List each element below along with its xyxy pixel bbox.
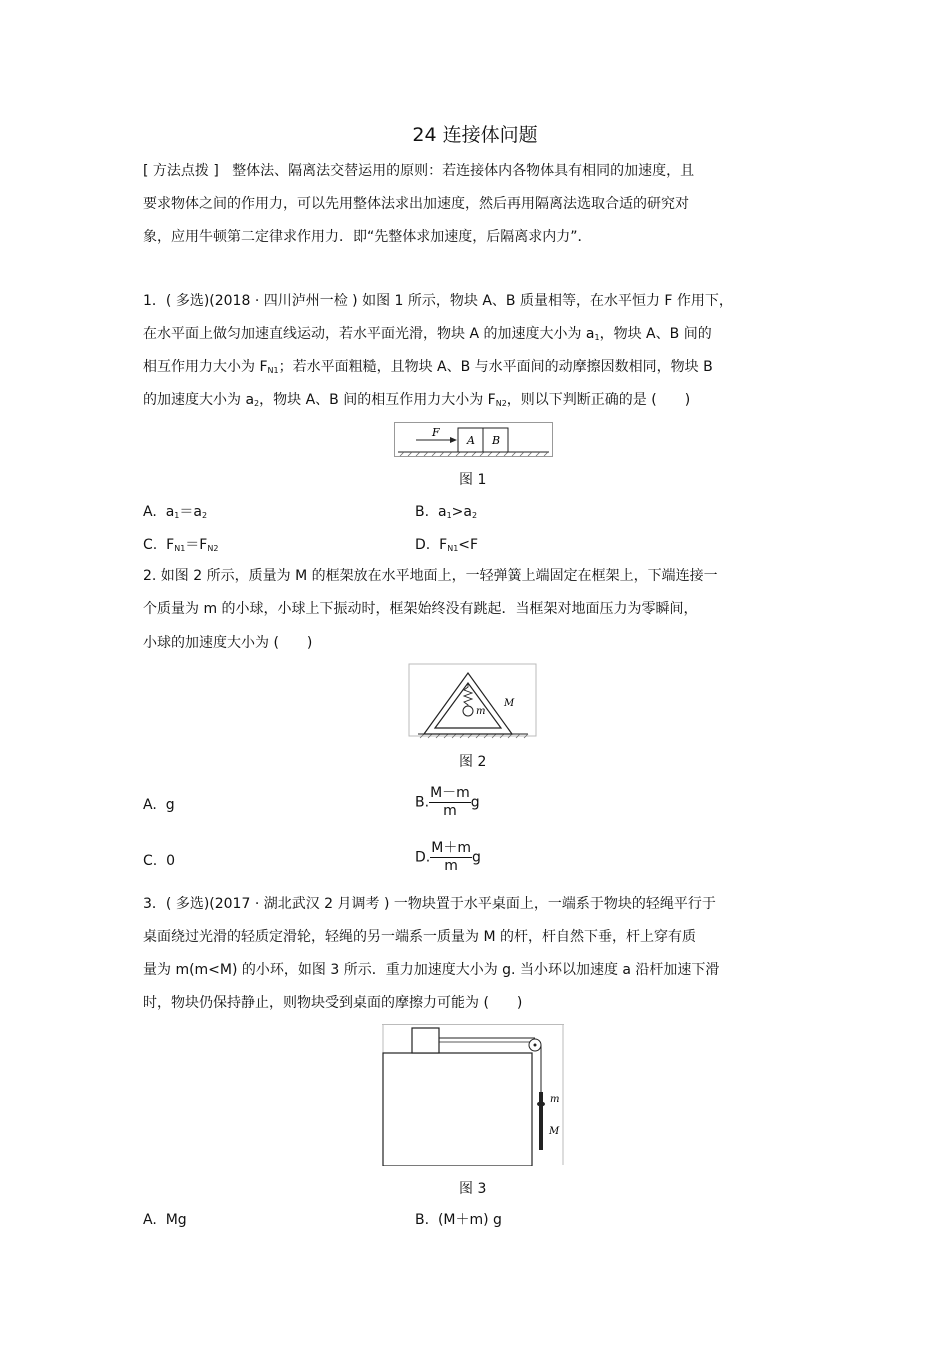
option-letter: A. [143,797,157,813]
option-text: ＝F [185,537,208,553]
fraction-numerator: M＋m [431,840,471,856]
table [383,1053,532,1166]
q2-line-1: 2. 如图 2 所示，质量为 M 的框架放在水平地面上，一轻弹簧上端固定在框架上，下端连接一 [143,568,718,584]
q1-line-4-c: ，则以下判断正确的是 ( ) [506,392,691,408]
ring [537,1102,545,1107]
method-line-1 [143,162,694,180]
option-letter: D. [415,537,431,553]
figure-1-caption: 图 1 [459,472,487,488]
option-text: F [166,537,175,553]
figure-3 [382,1024,566,1166]
q1-line-2-sub: 1 [594,333,600,342]
option-text: >a [451,504,472,520]
option-letter: C. [143,853,158,869]
q1-line-3-b: ；若水平面粗糙，且物块 A、B 与水平面间的动摩擦因数相同，物块 B [278,359,713,375]
q2-line-2: 个质量为 m 的小球，小球上下振动时，框架始终没有跳起．当框架对地面压力为零瞬间， [143,601,698,617]
q1-option-c [143,536,218,558]
q1-line-3 [143,358,713,380]
method-text-1: 整体法、隔离法交替运用的原则：若连接体内各物体具有相同的加速度，且 [232,163,695,179]
q1-line-1: 1．( 多选)(2018 · 四川泸州一检 ) 如图 1 所示，物块 A、B 质量相等，在水平恒力 F 作用下， [143,293,733,309]
q3-option-b [415,1211,502,1229]
page-title: 24 连接体问题 [412,124,538,146]
q3-line-3: 量为 m(m<M) 的小环，如图 3 所示．重力加速度大小为 g. 当小环以加速度 a 沿杆加速下滑 [143,962,720,978]
label-m: m [550,1094,560,1105]
label-a: A [467,434,475,447]
fraction-numerator: M－m [430,785,470,801]
option-text: <F [458,537,479,553]
q1-line-4 [143,391,690,413]
label-b: B [492,434,501,447]
option-letter: B. [415,504,430,520]
option-sub: N2 [207,544,219,553]
figure-3-caption: 图 3 [459,1181,487,1197]
q1-option-b [415,503,477,525]
fraction-denominator: m [443,803,457,819]
option-letter: A. [143,1212,157,1228]
q2-option-b [415,785,480,820]
option-text: Mg [165,1212,187,1228]
option-letter: B. [415,794,430,811]
option-text: F [439,537,448,553]
q1-line-2 [143,325,712,347]
q1-option-a [143,503,207,525]
option-sub: 1 [174,511,180,520]
option-text: g [471,849,481,866]
rod [539,1092,543,1150]
figure-2-caption: 图 2 [459,754,487,770]
q2-option-d [415,840,481,875]
figure-1 [394,422,554,458]
option-text: g [165,797,175,813]
option-text: 0 [166,853,176,869]
option-text: a [437,504,447,520]
label-big-m: M [504,698,515,709]
label-f: F [432,426,440,439]
label-m: m [476,706,486,717]
method-line-3: 象，应用牛顿第二定律求作用力．即“先整体求加速度，后隔离求内力”． [143,229,592,245]
ball [463,706,473,716]
q1-option-d [415,536,478,558]
q2-option-a [143,796,175,814]
q3-line-4: 时，物块仍保持静止，则物块受到桌面的摩擦力可能为 ( ) [143,995,523,1011]
figure-2 [408,663,538,739]
label-big-m: M [549,1126,560,1137]
fraction [430,840,472,875]
option-sub: 1 [446,511,452,520]
q2-option-c [143,852,175,870]
option-sub: N1 [447,544,459,553]
option-text: a [165,504,175,520]
option-letter: C. [143,537,158,553]
option-letter: B. [415,1212,430,1228]
option-text: g [470,794,480,811]
option-sub: 2 [201,511,208,520]
option-text: ＝a [179,504,202,520]
option-letter: D. [415,849,431,866]
q3-option-a [143,1211,187,1229]
q1-line-2-a: 在水平面上做匀加速直线运动，若水平面光滑，物块 A 的加速度大小为 a [143,326,595,342]
q1-line-3-a: 相互作用力大小为 F [143,359,268,375]
option-text: (M＋m) g [437,1212,502,1228]
option-sub: N1 [174,544,186,553]
q1-line-4-sub: 2 [254,399,260,408]
q1-line-4-a: 的加速度大小为 a [143,392,255,408]
fraction [429,785,471,820]
method-tag: [ 方法点拨 ] [143,163,219,179]
option-letter: A. [143,504,157,520]
q1-line-2-b: ，物块 A、B 间的 [599,326,712,342]
fraction-denominator: m [444,858,458,874]
option-sub: 2 [471,511,478,520]
q1-line-4-b: ，物块 A、B 间的相互作用力大小为 F [259,392,496,408]
q1-line-3-sub: N1 [267,366,279,375]
method-line-2: 要求物体之间的作用力，可以先用整体法求出加速度，然后再用隔离法选取合适的研究对 [143,196,689,212]
q1-line-4-sub2: N2 [495,399,507,408]
block [412,1028,439,1053]
q2-line-3: 小球的加速度大小为 ( ) [143,635,313,651]
q3-line-1: 3．( 多选)(2017 · 湖北武汉 2 月调考 ) 一物块置于水平桌面上，一端系于物块的轻绳平行于 [143,896,716,912]
q3-line-2: 桌面绕过光滑的轻质定滑轮，轻绳的另一端系一质量为 M 的杆，杆自然下垂，杆上穿有质 [143,929,696,945]
